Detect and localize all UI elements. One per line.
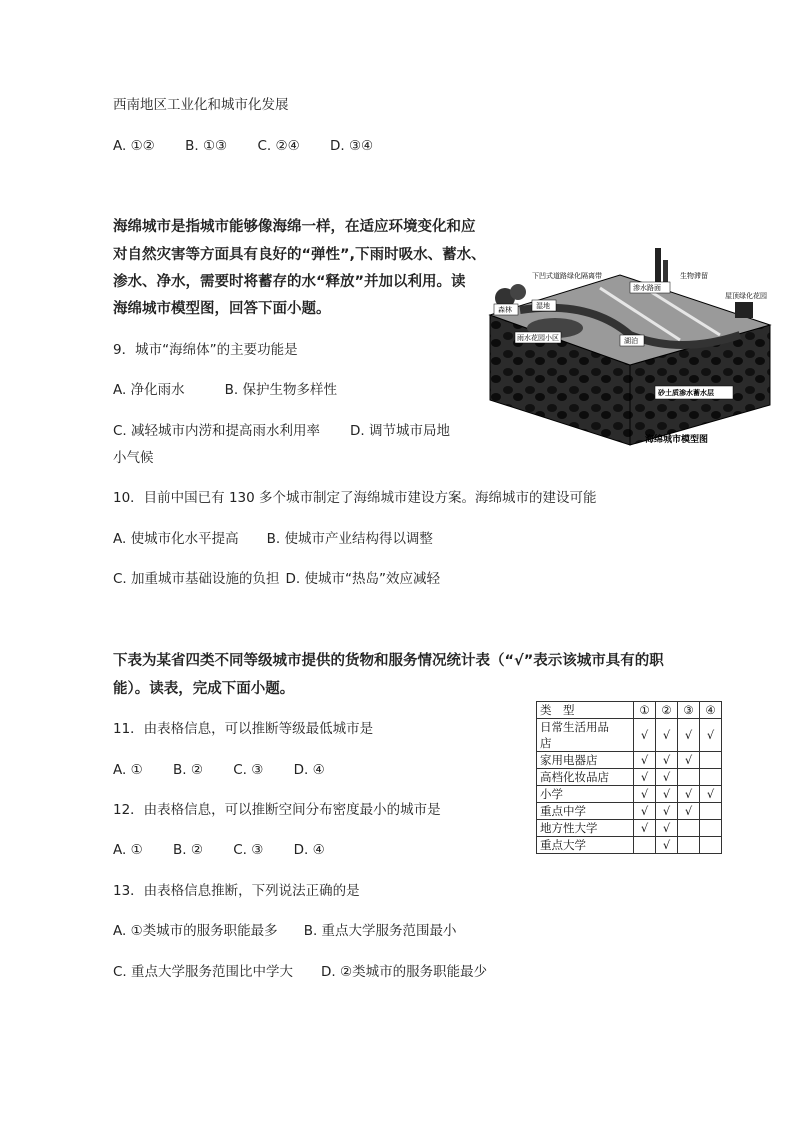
- table-cell-mark: √: [656, 803, 678, 820]
- q12-stem: 12．由表格信息，可以推断空间分布密度最小的城市是: [113, 802, 441, 818]
- fig-label-permeable-road: 渗水路面: [633, 284, 661, 292]
- q12-options: [113, 840, 351, 860]
- fig-label-lake: 湖泊: [624, 337, 638, 345]
- q13-option-c: C. 重点大学服务范围比中学大: [113, 964, 294, 980]
- table-cell-service: 地方性大学: [537, 820, 634, 837]
- q13-option-a: A. ①类城市的服务职能最多: [113, 923, 278, 939]
- table-cell-mark: √: [634, 719, 656, 752]
- cities-intro-line-1: 下表为某省四类不同等级城市提供的货物和服务情况统计表（“√”表示该城市具有的职: [113, 653, 664, 669]
- q9-option-b: B. 保护生物多样性: [224, 382, 337, 398]
- table-cell-mark: [678, 837, 700, 854]
- fig-label-bioretention: 生物滞留: [680, 272, 708, 280]
- prev-question-options: [113, 136, 399, 156]
- q12-option-b: B. ②: [172, 842, 203, 858]
- table-cell-service: 重点中学: [537, 803, 634, 820]
- table-cell-service: 高档化妆品店: [537, 769, 634, 786]
- sponge-city-model-figure: [480, 240, 780, 450]
- table-header-city-1: ①: [634, 702, 656, 719]
- table-row: [537, 752, 722, 769]
- q10-option-a: A. 使城市化水平提高: [113, 531, 239, 547]
- table-cell-mark: √: [656, 837, 678, 854]
- cities-intro-line-2: 能）。读表，完成下面小题。: [113, 681, 295, 697]
- fig-caption: 海绵城市模型图: [645, 435, 709, 445]
- table-row: [537, 769, 722, 786]
- table-cell-mark: [700, 752, 722, 769]
- table-cell-mark: [700, 803, 722, 820]
- fig-label-roof-garden: 屋顶绿化花园: [725, 292, 767, 300]
- table-row: [537, 719, 722, 752]
- table-cell-mark: √: [678, 803, 700, 820]
- q13-option-b: B. 重点大学服务范围最小: [303, 923, 457, 939]
- q10-options-cd: [113, 569, 440, 589]
- q9-options-ab: [113, 380, 337, 400]
- q11-stem: 11．由表格信息，可以推断等级最低城市是: [113, 721, 374, 737]
- option-b: B. ①③: [185, 138, 228, 154]
- table-cell-mark: √: [656, 719, 678, 752]
- q9-option-a: A. 净化雨水: [113, 382, 185, 398]
- table-cell-mark: √: [678, 719, 700, 752]
- table-cell-service: 小学: [537, 786, 634, 803]
- fig-label-wetland: 湿地: [536, 302, 550, 310]
- table-cell-mark: [700, 769, 722, 786]
- q10-option-c: C. 加重城市基础设施的负担: [113, 571, 280, 587]
- table-cell-service: 重点大学: [537, 837, 634, 854]
- table-cell-mark: [678, 820, 700, 837]
- table-cell-mark: √: [678, 752, 700, 769]
- table-cell-mark: √: [678, 786, 700, 803]
- table-header-city-2: ②: [656, 702, 678, 719]
- table-cell-mark: √: [656, 786, 678, 803]
- q11-option-a: A. ①: [113, 762, 143, 778]
- table-header-type: 类 型: [537, 702, 634, 719]
- q9-option-d-cont: 小气候: [113, 450, 154, 466]
- q9-option-c: C. 减轻城市内涝和提高雨水利用率: [113, 423, 321, 439]
- table-cell-mark: √: [700, 719, 722, 752]
- table-header-city-4: ④: [700, 702, 722, 719]
- q9-options-cd: [113, 421, 450, 441]
- table-cell-mark: √: [634, 803, 656, 820]
- q12-option-c: C. ③: [233, 842, 264, 858]
- table-row: [537, 786, 722, 803]
- sponge-intro-line-3: 渗水、净水，需要时将蓄存的水“释放”并加以利用。读: [113, 274, 466, 290]
- q9-option-d: D. 调节城市局地: [350, 423, 450, 439]
- table-header-row: [537, 702, 722, 719]
- table-cell-mark: √: [634, 769, 656, 786]
- table-header-city-3: ③: [678, 702, 700, 719]
- table-cell-mark: √: [656, 769, 678, 786]
- table-row: [537, 803, 722, 820]
- table-cell-mark: [700, 837, 722, 854]
- option-c: C. ②④: [257, 138, 300, 154]
- option-d: D. ③④: [329, 138, 374, 154]
- sponge-intro-line-2: 对自然灾害等方面具有良好的“弹性”,下雨时吸水、蓄水、: [113, 247, 486, 263]
- q9-stem: 9．城市“海绵体”的主要功能是: [113, 342, 298, 358]
- table-cell-service: 日常生活用品 店: [537, 719, 634, 752]
- q13-stem: 13．由表格信息推断，下列说法正确的是: [113, 883, 360, 899]
- q11-option-d: D. ④: [293, 762, 325, 778]
- table-cell-mark: [634, 837, 656, 854]
- table-cell-mark: √: [634, 786, 656, 803]
- q10-option-d: D. 使城市“热岛”效应减轻: [285, 571, 440, 587]
- table-cell-mark: √: [656, 820, 678, 837]
- table-cell-mark: √: [634, 752, 656, 769]
- sponge-intro-line-1: 海绵城市是指城市能够像海绵一样，在适应环境变化和应: [113, 219, 476, 235]
- fig-label-sand-layer: 砂土质渗水蓄水层: [658, 389, 714, 397]
- q10-option-b: B. 使城市产业结构得以调整: [266, 531, 433, 547]
- table-row: [537, 820, 722, 837]
- q13-options-ab: [113, 921, 457, 941]
- fig-label-forest: 森林: [498, 306, 512, 314]
- table-cell-mark: √: [634, 820, 656, 837]
- q10-stem: 10．目前中国已有 130 多个城市制定了海绵城市建设方案。海绵城市的建设可能: [113, 490, 597, 506]
- city-services-table: [536, 701, 722, 854]
- q11-option-c: C. ③: [233, 762, 264, 778]
- fig-label-rain-garden: 雨水花园小区: [517, 334, 559, 342]
- q12-option-a: A. ①: [113, 842, 143, 858]
- sponge-intro-line-4: 海绵城市模型图，回答下面小题。: [113, 301, 331, 317]
- option-a: A. ①②: [113, 138, 155, 154]
- table-row: [537, 837, 722, 854]
- q10-options-ab: [113, 529, 433, 549]
- fig-label-median: 下凹式道路绿化隔离带: [532, 272, 602, 280]
- table-cell-service: 家用电器店: [537, 752, 634, 769]
- q13-options-cd: [113, 962, 487, 982]
- q11-options: [113, 760, 351, 780]
- q12-option-d: D. ④: [293, 842, 325, 858]
- table-cell-mark: [700, 820, 722, 837]
- q13-option-d: D. ②类城市的服务职能最少: [321, 964, 488, 980]
- table-cell-mark: √: [700, 786, 722, 803]
- prev-question-option-text: 西南地区工业化和城市化发展: [113, 97, 289, 113]
- table-cell-mark: [678, 769, 700, 786]
- table-cell-mark: √: [656, 752, 678, 769]
- q11-option-b: B. ②: [172, 762, 203, 778]
